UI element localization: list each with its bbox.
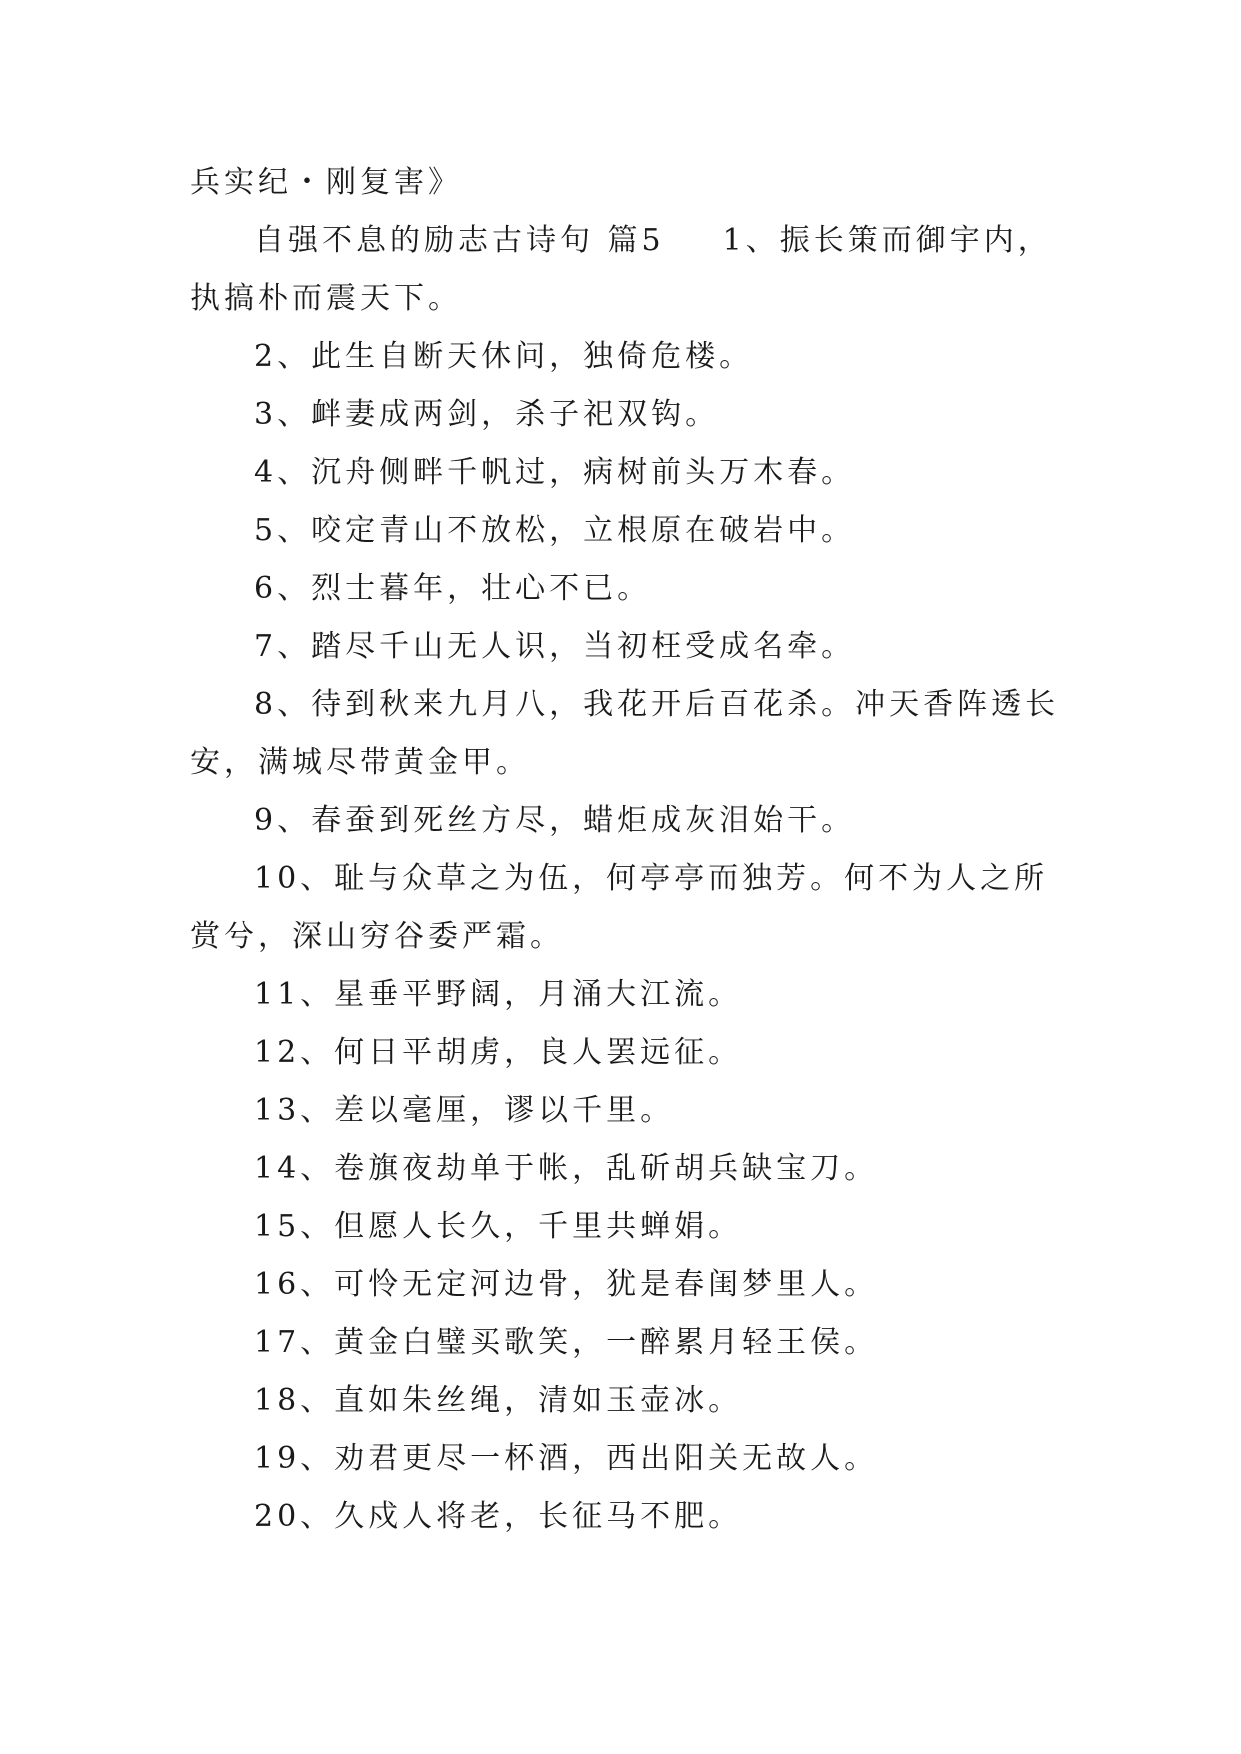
list-item: 6、烈士暮年，壮心不已。: [254, 571, 652, 606]
list-item: 20、久戍人将老，长征马不肥。: [254, 1499, 743, 1534]
list-item: 9、春蚕到死丝方尽，蜡炬成灰泪始干。: [254, 803, 856, 838]
list-item: 3、衅妻成两剑，杀子祀双钩。: [254, 397, 720, 432]
list-item: 18、直如朱丝绳，清如玉壶冰。: [254, 1383, 743, 1418]
list-item: 15、但愿人长久，千里共蝉娟。: [254, 1209, 743, 1244]
list-item: 12、何日平胡虏，良人罢远征。: [254, 1035, 743, 1070]
document-body: [190, 154, 1060, 1546]
list-item: 10、耻与众草之为伍，何亭亭而独芳。何不为人之所赏兮，深山穷谷委严霜。: [190, 861, 1049, 954]
list-item: 19、劝君更尽一杯酒，西出阳关无故人。: [254, 1441, 879, 1476]
list-item: 1、振长策而御宇内，执搞朴而震天下。: [190, 223, 1052, 316]
list-item: 11、星垂平野阔，月涌大江流。: [254, 977, 743, 1012]
list-item: 5、咬定青山不放松，立根原在破岩中。: [254, 513, 856, 548]
list-item: 4、沉舟侧畔千帆过，病树前头万木春。: [254, 455, 856, 490]
list-item: 17、黄金白璧买歌笑，一醉累月轻王侯。: [254, 1325, 879, 1360]
list-item: 14、卷旗夜劫单于帐，乱斫胡兵缺宝刀。: [254, 1151, 879, 1186]
list-item: 16、可怜无定河边骨，犹是春闺梦里人。: [254, 1267, 879, 1302]
list-item: 8、待到秋来九月八，我花开后百花杀。冲天香阵透长安，满城尽带黄金甲。: [190, 687, 1060, 780]
list-item: 13、差以毫厘，谬以千里。: [254, 1093, 675, 1128]
section-heading-paragraph: [190, 212, 1060, 328]
list-item: 7、踏尽千山无人识，当初枉受成名牵。: [254, 629, 856, 664]
list-item: 2、此生自断天休问，独倚危楼。: [254, 339, 754, 374]
section-title: 自强不息的励志古诗句 篇5: [254, 223, 665, 258]
continuation-line: 兵实纪・刚复害》: [190, 165, 462, 200]
